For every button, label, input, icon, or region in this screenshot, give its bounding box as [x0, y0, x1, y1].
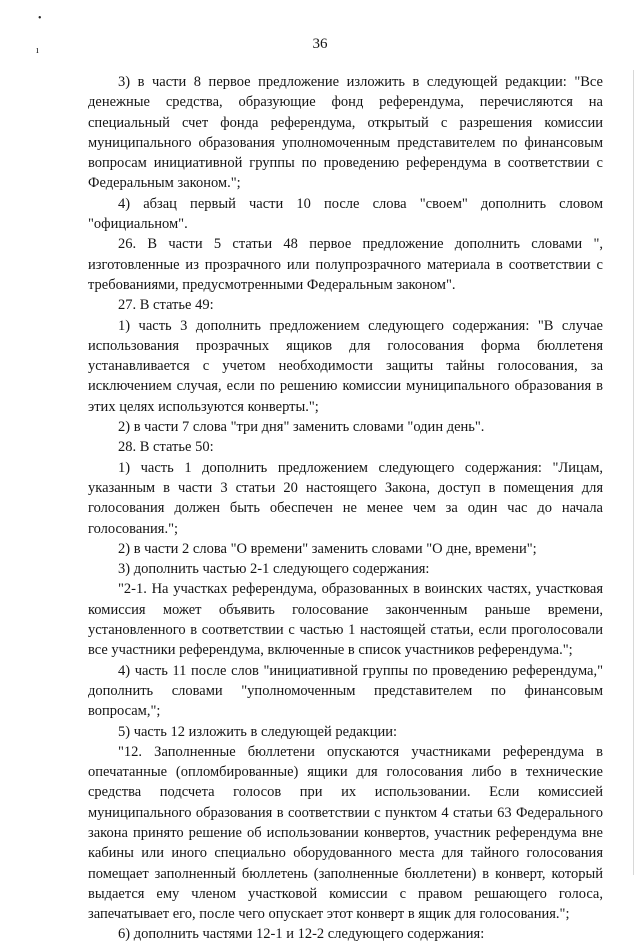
paragraph-part10-amendment: 4) абзац первый части 10 после слова "своем" дополнить словом "официальном". — [88, 195, 603, 233]
paragraph-part-2-1-text: "2-1. На участках референдума, образованных в воинских частях, участковая комиссия может объявить голосование законченным раньше времени, установленного в соответствии с частью 1 настоящей статьи, если проголосовали все участники референдума, включенные в список участников референдума."; — [88, 581, 603, 659]
paragraph-item27-part3: 1) часть 3 дополнить предложением следующего содержания: "В случае использования прозрачных ящиков для голосования форма бюллетеня устанавливается с учетом необходимости защиты тайны голосования, за исключением случая, если по решению комиссии муниципального образования в этих целях используются конверты."; — [88, 317, 603, 415]
scan-edge-line — [633, 70, 634, 875]
paragraph-item28-add-2-1: 3) дополнить частью 2-1 следующего содержания: — [118, 561, 430, 578]
paragraph-item28-heading: 28. В статье 50: — [118, 439, 214, 456]
paragraph-item28-part1: 1) часть 1 дополнить предложением следующего содержания: "Лицам, указанным в части 3 статьи 20 настоящего Закона, доступ в помещения для голосования должен быть обеспечен не менее чем за один час до начала голосования."; — [88, 459, 603, 537]
paragraph-item28-part12: 5) часть 12 изложить в следующей редакции: — [118, 723, 398, 740]
paragraph-part8-redaction: 3) в части 8 первое предложение изложить в следующей редакции: "Все денежные средства, образующие фонд референдума, перечисляются на специальный счет фонда референдума, открытый с разрешения комиссии муниципального образования уполномоченным представителем по финансовым вопросам инициативной группы по проведению референдума в соответствии с Федеральным законом."; — [88, 74, 603, 192]
paragraph-item28-part2: 2) в части 2 слова "О времени" заменить словами "О дне, времени"; — [118, 540, 537, 557]
paragraph-item27-part7: 2) в части 7 слова "три дня" заменить словами "один день". — [118, 419, 485, 436]
page-number: 36 — [312, 36, 328, 52]
margin-tick-mark: ı — [36, 45, 39, 56]
paragraph-item28-part11: 4) часть 11 после слов "инициативной группы по проведению референдума," дополнить словами "уполномоченным представителем по финансовым вопросам,"; — [88, 662, 603, 720]
paragraph-item28-add-12-1-12-2: 6) дополнить частями 12-1 и 12-2 следующего содержания: — [118, 926, 485, 943]
paragraph-part12-text: "12. Заполненные бюллетени опускаются участниками референдума в опечатанные (опломбированные) ящики для голосования либо в технические средства подсчета голосов при их использовании. Если комиссией муниципального образования в соответствии с пунктом 4 статьи 63 Федерального закона принято решение об использовании конвертов, участник референдума вне кабины или иного специально оборудованного места для тайного голосования помещает заполненный бюллетень (заполненные бюллетени) в конверт, который выдается ему членом участковой комиссии с правом решающего голоса, запечатывает его, после чего опускает этот конверт в ящик для голосования."; — [88, 743, 603, 923]
paragraph-item26: 26. В части 5 статьи 48 первое предложение дополнить словами ", изготовленные из прозрачного или полупрозрачного материала в соответствии с требованиями, предусмотренными Федеральным законом". — [88, 236, 603, 293]
paragraph-item27-heading: 27. В статье 49: — [118, 297, 214, 314]
document-body — [88, 72, 603, 945]
margin-dot-mark: • — [38, 13, 42, 24]
